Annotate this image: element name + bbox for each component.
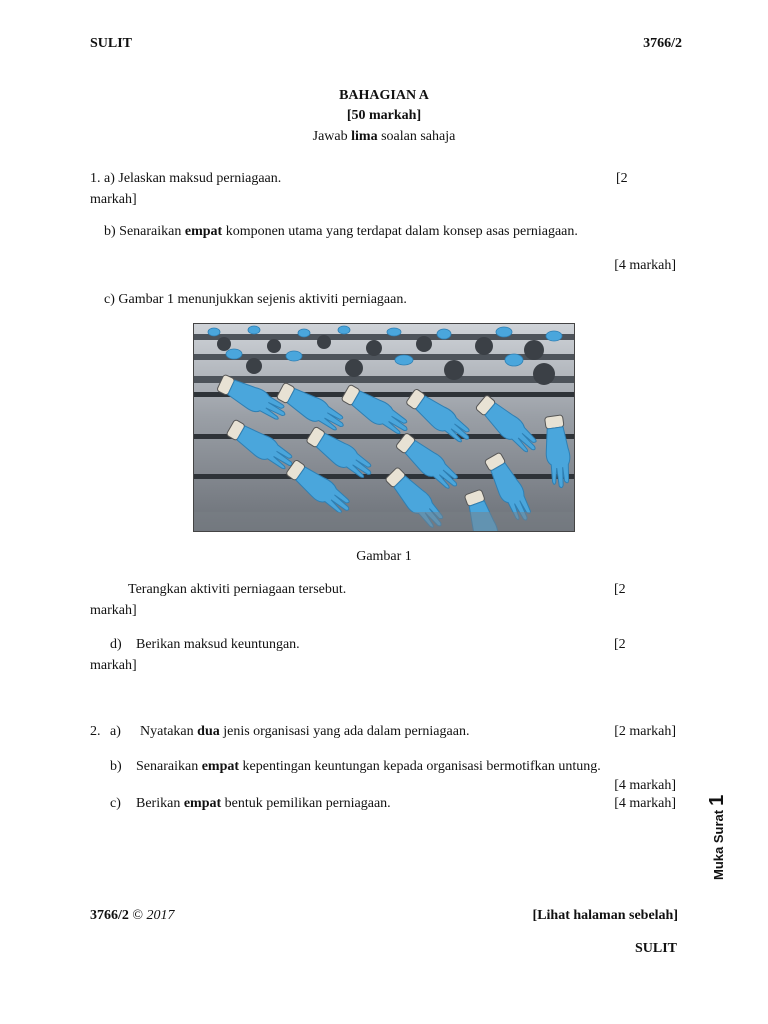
q1d-mark: [2	[614, 637, 626, 652]
q1c-explain-mark-cont: markah]	[90, 603, 137, 618]
q2a-text: Nyatakan dua jenis organisasi yang ada dalam perniagaan.	[140, 724, 470, 739]
q2b-text: Senaraikan empat kepentingan keuntungan kepada organisasi bermotifkan untung.	[136, 759, 601, 774]
q1c-text: c) Gambar 1 menunjukkan sejenis aktiviti perniagaan.	[104, 292, 407, 307]
gambar-1-caption: Gambar 1	[356, 549, 412, 564]
q2b-mark: [4 markah]	[614, 778, 676, 793]
q2a-label: a)	[110, 724, 121, 739]
section-title: BAHAGIAN A	[339, 88, 429, 103]
header-code: 3766/2	[643, 36, 682, 51]
q1c-explain-mark: [2	[614, 582, 626, 597]
page-number: 1	[706, 794, 728, 806]
header-sulit: SULIT	[90, 36, 133, 51]
q1a-text: 1. a) Jelaskan maksud perniagaan.	[90, 171, 282, 186]
footer-sulit: SULIT	[634, 941, 677, 956]
q2c-text: Berikan empat bentuk pemilikan perniagaan.	[136, 796, 391, 811]
q1d-label: d)	[110, 637, 122, 652]
section-marks: [50 markah]	[346, 108, 422, 123]
q1c-explain-text: Terangkan aktiviti perniagaan tersebut.	[128, 582, 347, 597]
q2-number: 2.	[90, 724, 101, 739]
q1b-mark: [4 markah]	[614, 258, 676, 273]
q2a-mark: [2 markah]	[614, 724, 676, 739]
page-number-label	[706, 795, 729, 880]
gambar-1-photo	[193, 323, 575, 532]
q1b-text: b) Senaraikan empat komponen utama yang terdapat dalam konsep asas perniagaan.	[104, 224, 578, 239]
q2b-label: b)	[110, 759, 122, 774]
q1d-text: Berikan maksud keuntungan.	[136, 637, 300, 652]
footer-next-page: [Lihat halaman sebelah]	[532, 908, 678, 923]
q1a-mark-cont: markah]	[90, 192, 137, 207]
page-label-text: Muka Surat	[711, 809, 726, 880]
q1a-mark: [2	[616, 171, 628, 186]
q2c-mark: [4 markah]	[614, 796, 676, 811]
footer-code: 3766/2 © 2017	[90, 908, 175, 923]
section-instruction: Jawab lima soalan sahaja	[312, 129, 456, 144]
q1d-mark-cont: markah]	[90, 658, 137, 673]
q2c-label: c)	[110, 796, 121, 811]
